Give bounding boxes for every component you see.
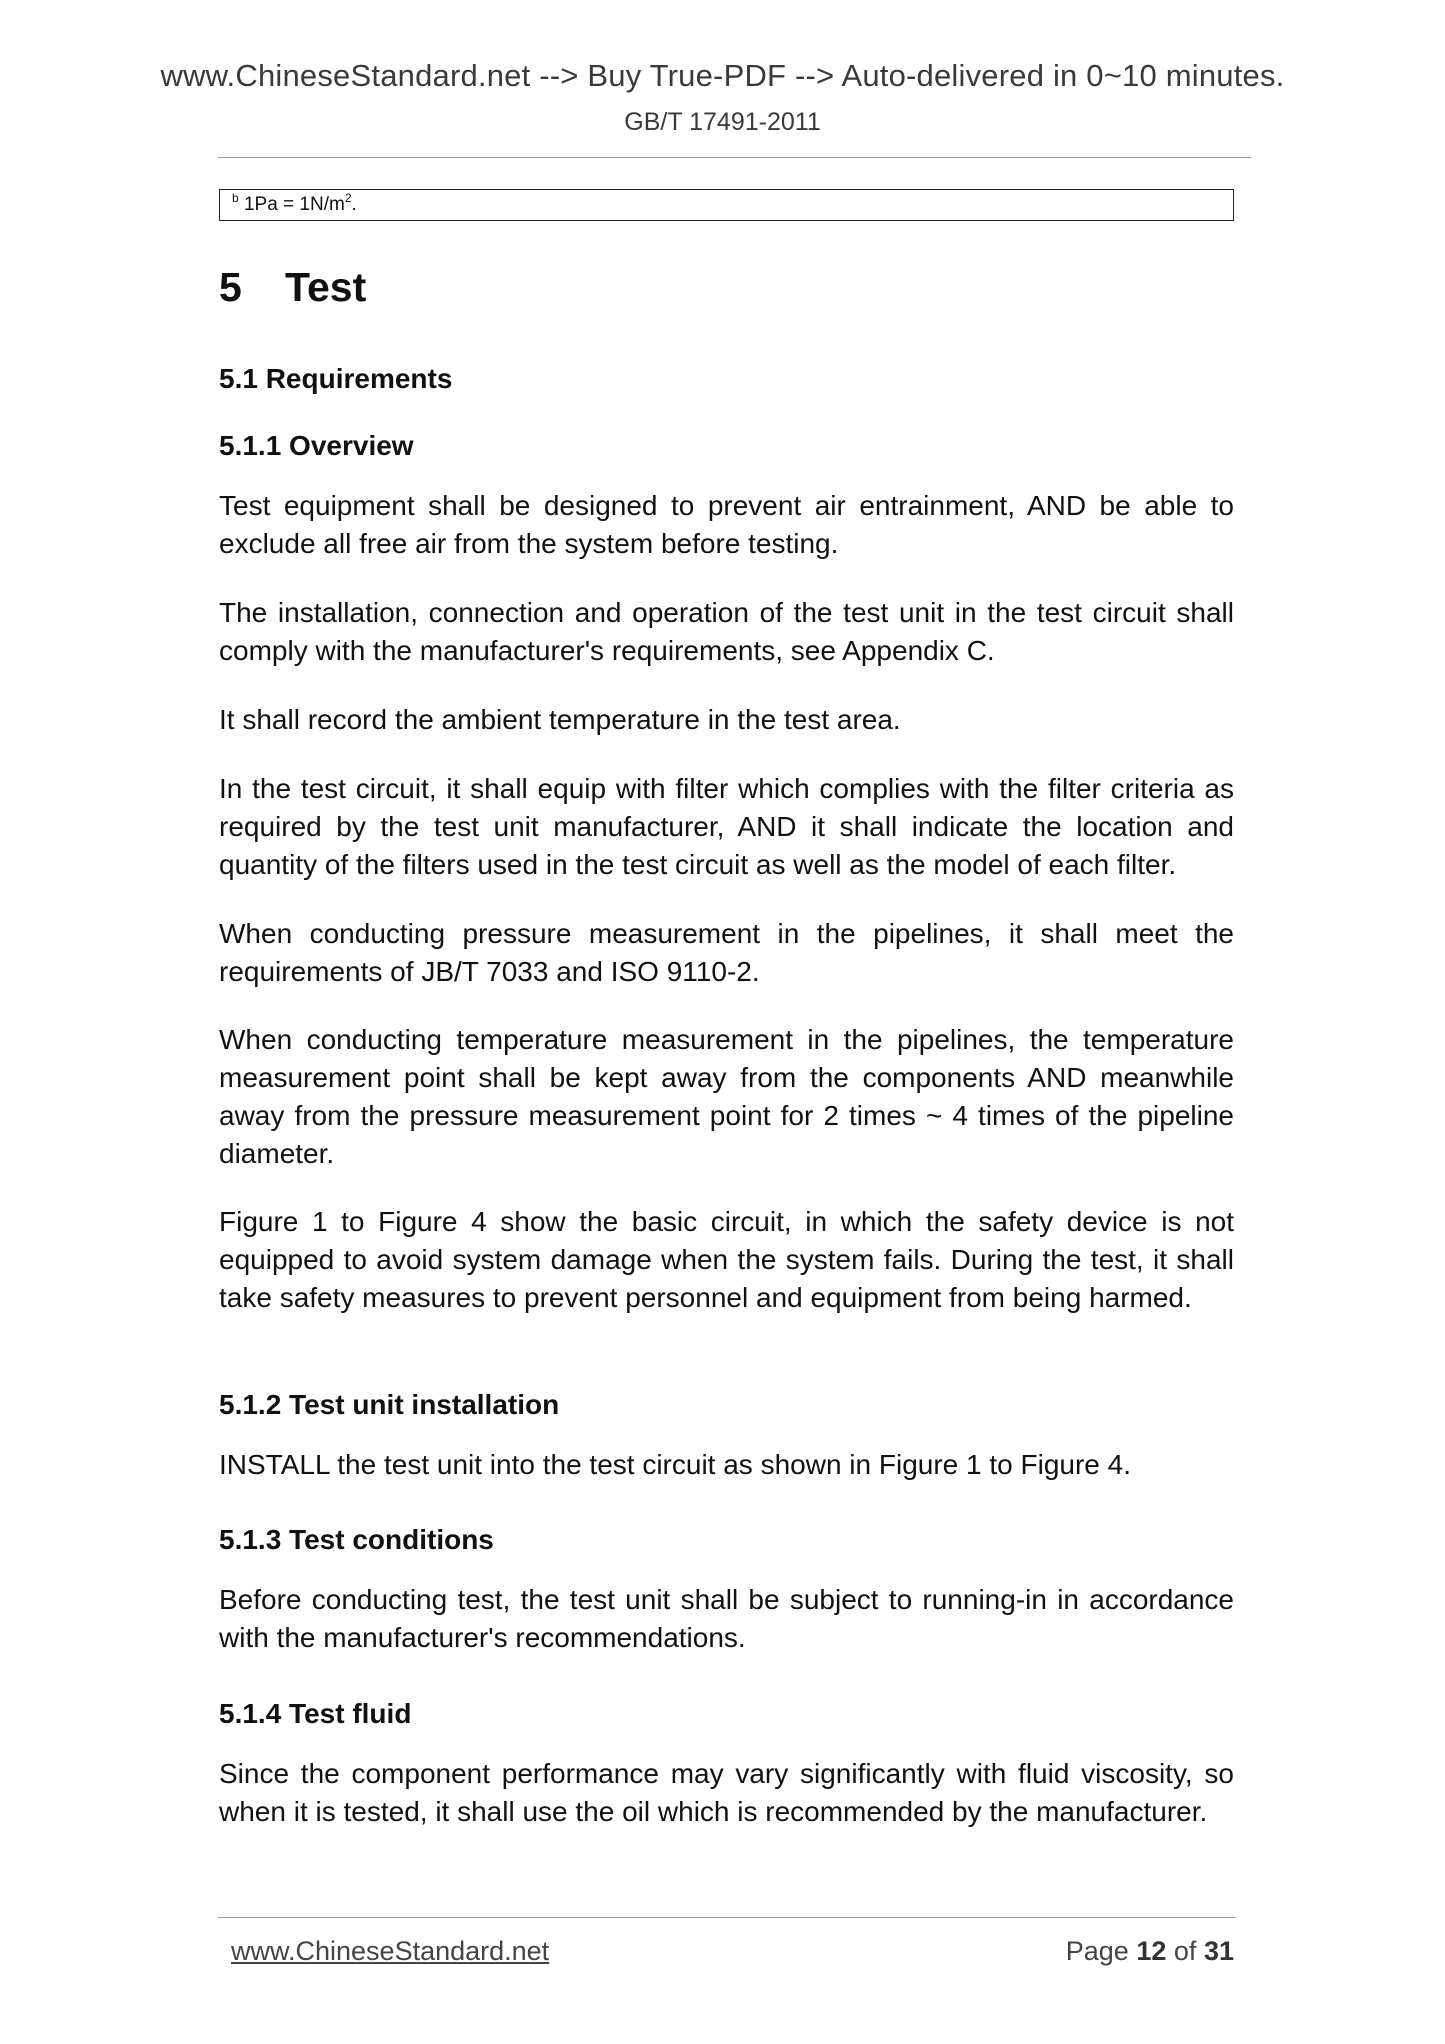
section-heading xyxy=(219,264,366,311)
section-number: 5 xyxy=(219,264,242,310)
table-footnote-box xyxy=(219,189,1234,221)
heading-5-1: 5.1 Requirements xyxy=(219,363,453,394)
heading-5-1-4: 5.1.4 Test fluid xyxy=(219,1698,412,1729)
paragraph: Since the component performance may vary significantly with fluid viscosity, so when it is tested, it shall use the oil which is recommended by the manufacturer. xyxy=(219,1758,1234,1827)
paragraph: It shall record the ambient temperature in the test area. xyxy=(219,704,901,735)
section-title: Test xyxy=(285,264,367,310)
page-current: 12 xyxy=(1136,1936,1167,1966)
header-divider xyxy=(218,157,1251,158)
paragraph: Before conducting test, the test unit shall be subject to running-in in accordance with the manufacturer's recommendations. xyxy=(219,1584,1234,1653)
heading-5-1-1: 5.1.1 Overview xyxy=(219,430,414,461)
footnote-period: . xyxy=(351,194,357,215)
paragraph: Test equipment shall be designed to prevent air entrainment, AND be able to exclude all free air from the system before testing. xyxy=(219,490,1234,559)
paragraph: When conducting pressure measurement in the pipelines, it shall meet the requirements of JB/T 7033 and ISO 9110-2. xyxy=(219,918,1234,987)
footnote-superscript: 2 xyxy=(344,191,352,205)
standard-number: GB/T 17491-2011 xyxy=(624,108,821,136)
page-total: 31 xyxy=(1203,1936,1234,1966)
paragraph: In the test circuit, it shall equip with filter which complies with the filter criteria as required by the test unit manufacturer, AND it shall indicate the location and quantity of the filters used in the test circuit as well as the model of each filter. xyxy=(219,773,1234,880)
footer-site-link[interactable]: www.ChineseStandard.net xyxy=(231,1936,550,1966)
paragraph: The installation, connection and operation of the test unit in the test circuit shall comply with the manufacturer's requirements, see Appendix C. xyxy=(219,597,1234,666)
paragraph: Figure 1 to Figure 4 show the basic circuit, in which the safety device is not equipped to avoid system damage when the system fails. During the test, it shall take safety measures to prevent personnel and equipment from being harmed. xyxy=(219,1206,1234,1313)
page-word: Page xyxy=(1065,1936,1129,1966)
paragraph: When conducting temperature measurement in the pipelines, the temperature measurement point shall be kept away from the components AND meanwhile away from the pressure measurement point for 2 times ~ 4 times of the pipeline diameter. xyxy=(219,1024,1234,1169)
heading-5-1-2: 5.1.2 Test unit installation xyxy=(219,1389,560,1420)
heading-5-1-3: 5.1.3 Test conditions xyxy=(219,1524,494,1555)
page-indicator xyxy=(1066,1936,1234,1967)
page-of: of xyxy=(1173,1936,1197,1966)
footnote-marker: b xyxy=(232,191,239,205)
header-banner: www.ChineseStandard.net --> Buy True-PDF --> Auto-delivered in 0~10 minutes. xyxy=(160,58,1285,93)
footer-divider xyxy=(218,1917,1236,1918)
paragraph: INSTALL the test unit into the test circuit as shown in Figure 1 to Figure 4. xyxy=(219,1449,1131,1480)
footnote-text: 1Pa = 1N/m xyxy=(243,194,345,215)
